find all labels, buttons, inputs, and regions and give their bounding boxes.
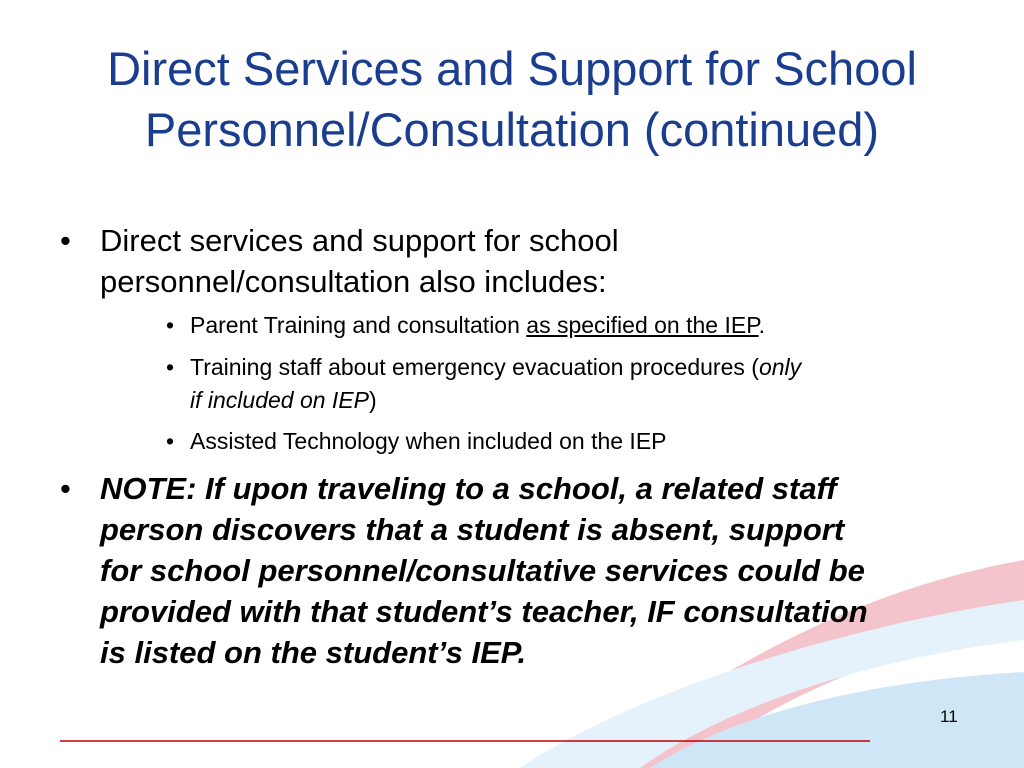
italic-text: only	[758, 354, 802, 380]
sub-bullet-dot: •	[166, 354, 175, 380]
sub-bullet-dot: •	[166, 312, 175, 338]
bullet-line: personnel/consultation also includes:	[100, 264, 607, 299]
bullet-note	[60, 468, 950, 673]
note-line: for school personnel/consultative services could be	[100, 553, 865, 588]
sub-bullet-dot: •	[166, 428, 175, 454]
sub-bullet-text: Parent Training and consultation	[190, 312, 527, 338]
note-line: NOTE: If upon traveling to a school, a related staff	[100, 471, 837, 506]
note-line: provided with that student’s teacher, IF consultation	[100, 594, 868, 629]
note-line: person discovers that a student is absent, support	[100, 512, 845, 547]
sub-bullet-text: Training staff about emergency evacuation procedures (	[190, 354, 759, 380]
page-number: 11	[940, 707, 958, 726]
bullet-dot: •	[60, 223, 71, 258]
sub-bullet-assisted-technology	[166, 425, 960, 458]
sub-bullet-parent-training	[166, 309, 960, 342]
sub-bullet-text: Assisted Technology when included on the IEP	[190, 428, 667, 454]
bullet-dot: •	[60, 471, 71, 506]
sub-bullet-end: )	[369, 387, 377, 413]
note-line: is listed on the student’s IEP.	[100, 635, 527, 670]
sub-bullet-end: .	[758, 312, 765, 338]
bullet-line: Direct services and support for school	[100, 223, 619, 258]
underlined-text: as specified on the IEP	[526, 312, 759, 338]
title-line: Personnel/Consultation (continued)	[144, 103, 880, 156]
italic-text: if included on IEP	[190, 387, 370, 413]
bullet-direct-services	[60, 220, 950, 302]
sub-bullet-training-staff	[166, 351, 960, 417]
title-line: Direct Services and Support for School	[107, 42, 917, 95]
